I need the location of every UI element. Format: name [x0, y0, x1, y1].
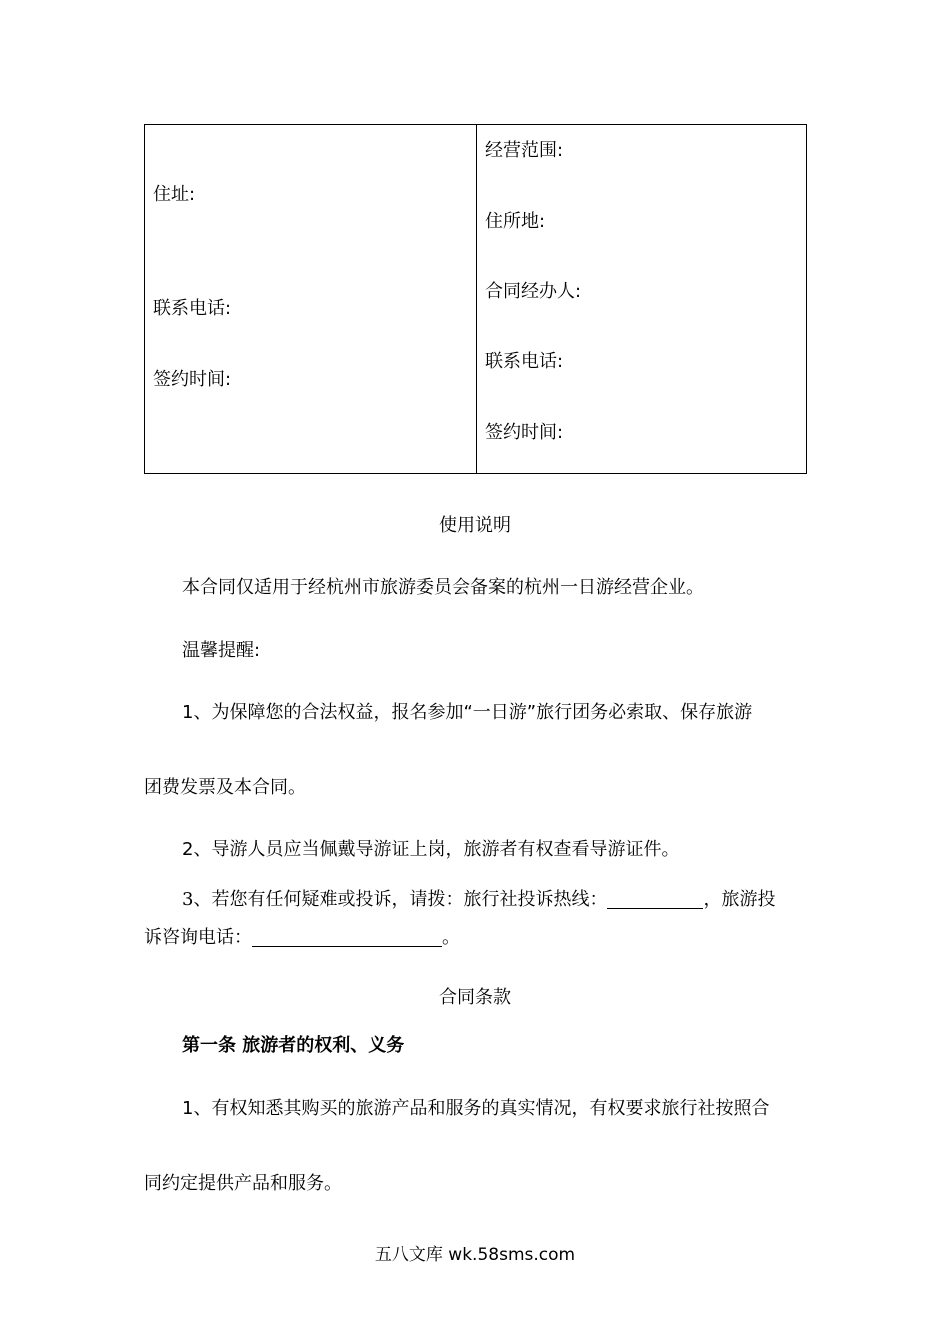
- article-1-heading: 第一条 旅游者的权利、义务: [182, 1035, 405, 1056]
- right-business-scope-label: 经营范围:: [485, 140, 564, 161]
- footer-watermark: 五八文库 wk.58sms.com: [374, 1245, 576, 1265]
- article-1-item-1-line-2: 同约定提供产品和服务。: [144, 1173, 342, 1194]
- reminder-item-1-line-1: 1、为保障您的合法权益，报名参加“一日游”旅行团务必索取、保存旅游: [182, 702, 753, 723]
- right-domicile-label: 住所地:: [485, 211, 546, 232]
- reminder-item-3-line-1: [182, 888, 775, 912]
- reminder-item-3-text-b: ，旅游投: [703, 889, 776, 910]
- left-sign-time-label: 签约时间:: [153, 369, 232, 390]
- article-1-item-1-line-1: 1、有权知悉其购买的旅游产品和服务的真实情况，有权要求旅行社按照合: [182, 1098, 770, 1119]
- usage-intro: 本合同仅适用于经杭州市旅游委员会备案的杭州一日游经营企业。: [182, 577, 704, 598]
- reminder-item-3-text-c: 诉咨询电话：: [144, 927, 252, 948]
- reminder-heading: 温馨提醒:: [182, 640, 261, 661]
- consultation-phone-blank: [252, 926, 442, 947]
- party-signature-table: [144, 124, 807, 474]
- left-address-label: 住址:: [153, 184, 196, 205]
- reminder-item-2: 2、导游人员应当佩戴导游证上岗，旅游者有权查看导游证件。: [182, 839, 680, 860]
- reminder-item-3-text-d: 。: [442, 927, 460, 948]
- left-phone-label: 联系电话:: [153, 298, 232, 319]
- reminder-item-3-line-2: [144, 926, 460, 950]
- right-phone-label: 联系电话:: [485, 351, 564, 372]
- reminder-item-1-line-2: 团费发票及本合同。: [144, 777, 306, 798]
- clauses-title: 合同条款: [439, 987, 511, 1008]
- right-sign-time-label: 签约时间:: [485, 422, 564, 443]
- reminder-item-3-text-a: 3、若您有任何疑难或投诉，请拨：旅行社投诉热线：: [182, 889, 608, 910]
- usage-title: 使用说明: [439, 515, 511, 536]
- table-column-divider: [476, 125, 477, 473]
- right-handler-label: 合同经办人:: [485, 281, 582, 302]
- complaint-hotline-blank: [607, 888, 703, 909]
